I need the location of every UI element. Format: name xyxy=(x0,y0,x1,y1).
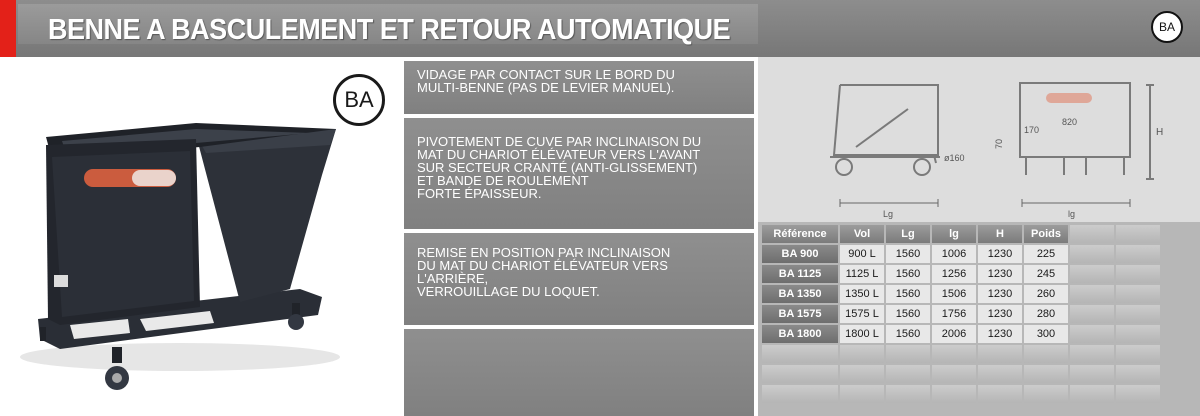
description-line: FORTE ÉPAISSEUR. xyxy=(417,186,542,201)
description-block-1 xyxy=(404,61,754,114)
table-cell: 2006 xyxy=(932,325,976,343)
description-line: DU MAT DU CHARIOT ÉLÉVATEUR VERS xyxy=(417,258,668,273)
empty-row xyxy=(762,385,1160,403)
table-row xyxy=(762,325,1160,343)
header-cell: Référence xyxy=(762,225,838,243)
lg-left-label: Lg xyxy=(883,209,894,219)
header-cell: H xyxy=(978,225,1022,243)
table-cell: 1230 xyxy=(978,285,1022,303)
description-line: ET BANDE DE ROULEMENT xyxy=(417,173,589,188)
table-cell: 1575 L xyxy=(840,305,884,323)
empty-cell xyxy=(1116,225,1160,243)
header-bar xyxy=(0,0,1200,57)
empty-cell xyxy=(1070,305,1114,323)
table-cell: 1125 L xyxy=(840,265,884,283)
specs-table xyxy=(760,223,1162,405)
table-cell: 1560 xyxy=(886,305,930,323)
dim-70-label: 70 xyxy=(994,138,1004,149)
empty-cell xyxy=(1070,245,1114,263)
header-cell: Vol xyxy=(840,225,884,243)
table-cell: 1756 xyxy=(932,305,976,323)
description-line: MAT DU CHARIOT ÉLÉVATEUR VERS L'AVANT xyxy=(417,147,701,162)
description-line: VERROUILLAGE DU LOQUET. xyxy=(417,284,600,299)
table-cell: 245 xyxy=(1024,265,1068,283)
dimension-drawing xyxy=(758,57,1200,222)
empty-cell xyxy=(1070,325,1114,343)
product-photo xyxy=(0,57,404,416)
dim-820-label: 820 xyxy=(1062,117,1078,127)
empty-cell xyxy=(1070,285,1114,303)
wheel-diameter-label: ø160 xyxy=(944,153,965,163)
description-line: REMISE EN POSITION PAR INCLINAISON xyxy=(417,245,671,260)
description-block-empty xyxy=(404,329,754,416)
description-line: L'ARRIÈRE, xyxy=(417,271,489,286)
table-header-row xyxy=(762,225,1160,243)
table-cell: 900 L xyxy=(840,245,884,263)
table-cell: 1230 xyxy=(978,305,1022,323)
table-cell: 1230 xyxy=(978,325,1022,343)
empty-row xyxy=(762,345,1160,363)
table-cell: BA 1350 xyxy=(762,285,838,303)
table-cell: 1350 L xyxy=(840,285,884,303)
empty-cell xyxy=(1116,325,1160,343)
header-cell: Lg xyxy=(886,225,930,243)
description-line: VIDAGE PAR CONTACT SUR LE BORD DU xyxy=(417,67,675,82)
table-cell: 1230 xyxy=(978,245,1022,263)
title-box xyxy=(18,4,758,44)
ba-badge-icon: BA xyxy=(1151,11,1183,43)
description-block-3 xyxy=(404,233,754,325)
table-row xyxy=(762,285,1160,303)
table-cell: BA 1575 xyxy=(762,305,838,323)
description-line: PIVOTEMENT DE CUVE PAR INCLINAISON DU xyxy=(417,134,702,149)
header-cell: lg xyxy=(932,225,976,243)
specs-table-wrap xyxy=(758,222,1200,416)
empty-cell xyxy=(1116,245,1160,263)
table-row xyxy=(762,305,1160,323)
table-cell: 1800 L xyxy=(840,325,884,343)
dim-170-label: 170 xyxy=(1024,125,1040,135)
empty-cell xyxy=(1116,265,1160,283)
tipping-skip-illustration xyxy=(0,57,404,416)
empty-cell xyxy=(1070,225,1114,243)
ba-logo-icon: BA xyxy=(333,74,385,126)
description-line: MULTI-BENNE (PAS DE LEVIER MANUEL). xyxy=(417,80,675,95)
table-cell: BA 1125 xyxy=(762,265,838,283)
empty-cell xyxy=(1116,305,1160,323)
table-cell: 280 xyxy=(1024,305,1068,323)
table-cell: 1506 xyxy=(932,285,976,303)
empty-cell xyxy=(1070,265,1114,283)
lg-right-label: lg xyxy=(1068,209,1076,219)
table-cell: 300 xyxy=(1024,325,1068,343)
table-cell: 1230 xyxy=(978,265,1022,283)
table-cell: 1560 xyxy=(886,285,930,303)
table-cell: 1256 xyxy=(932,265,976,283)
description-column xyxy=(404,57,756,416)
table-cell: 260 xyxy=(1024,285,1068,303)
table-row xyxy=(762,245,1160,263)
header-cell: Poids xyxy=(1024,225,1068,243)
description-line: SUR SECTEUR CRANTÉ (ANTI-GLISSEMENT) xyxy=(417,160,698,175)
red-accent-bar xyxy=(0,0,16,57)
table-row xyxy=(762,265,1160,283)
technical-panel xyxy=(758,57,1200,416)
height-label: H xyxy=(1156,127,1164,138)
table-cell: 1560 xyxy=(886,265,930,283)
description-block-2 xyxy=(404,118,754,229)
page-title: BENNE A BASCULEMENT ET RETOUR AUTOMATIQUE xyxy=(48,14,731,46)
table-cell: BA 900 xyxy=(762,245,838,263)
table-cell: BA 1800 xyxy=(762,325,838,343)
table-cell: 1560 xyxy=(886,325,930,343)
table-cell: 1560 xyxy=(886,245,930,263)
table-cell: 1006 xyxy=(932,245,976,263)
empty-row xyxy=(762,365,1160,383)
table-cell: 225 xyxy=(1024,245,1068,263)
empty-cell xyxy=(1116,285,1160,303)
